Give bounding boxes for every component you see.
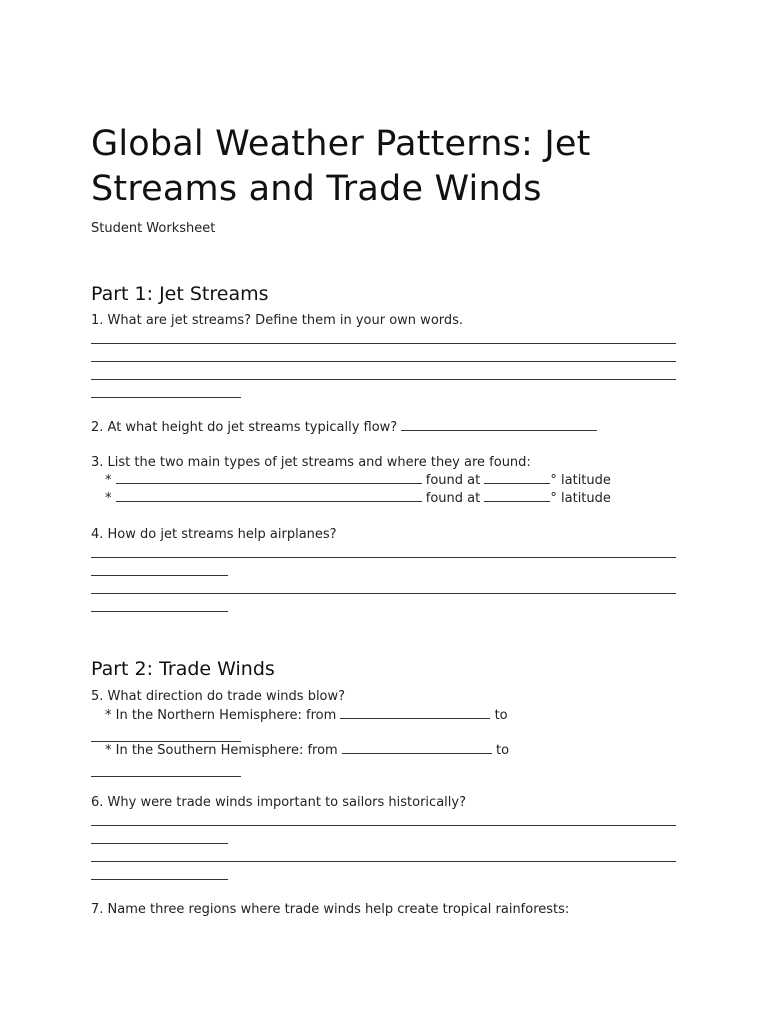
question-2-text: 2. At what height do jet streams typically flow?	[91, 420, 398, 435]
question-1: 1. What are jet streams? Define them in your own words.	[91, 313, 464, 328]
question-4: 4. How do jet streams help airplanes?	[91, 527, 337, 542]
q3-item-1	[105, 471, 611, 490]
q5-north-to: to	[494, 708, 508, 723]
part2-heading: Part 2: Trade Winds	[91, 658, 275, 680]
answer-blank-q3-type-2[interactable]	[116, 489, 422, 502]
answer-line-q1-a[interactable]	[91, 343, 676, 344]
q5-north	[105, 706, 508, 725]
answer-line-q4-d[interactable]	[91, 611, 228, 612]
answer-line-q1-c[interactable]	[91, 379, 676, 380]
part1-heading: Part 1: Jet Streams	[91, 283, 269, 305]
answer-blank-q3-latitude-2[interactable]	[484, 489, 550, 502]
answer-blank-q5-south-from[interactable]	[342, 741, 492, 754]
answer-blank-q5-south-to[interactable]	[91, 776, 241, 777]
answer-line-q4-b[interactable]	[91, 575, 228, 576]
q3-found-at-2: found at	[425, 491, 481, 506]
q3-bullet-1: *	[105, 473, 112, 488]
q3-bullet-2: *	[105, 491, 112, 506]
question-5: 5. What direction do trade winds blow?	[91, 689, 346, 704]
answer-line-q6-b[interactable]	[91, 843, 228, 844]
q3-latitude-2: ° latitude	[550, 491, 611, 506]
q3-item-2	[105, 489, 611, 508]
answer-line-q6-c[interactable]	[91, 861, 676, 862]
q5-south-label: * In the Southern Hemisphere: from	[105, 743, 338, 758]
q5-south	[105, 741, 509, 760]
answer-line-q1-d[interactable]	[91, 397, 241, 398]
q3-found-at-1: found at	[425, 473, 481, 488]
answer-line-q4-c[interactable]	[91, 593, 676, 594]
q5-north-label: * In the Northern Hemisphere: from	[105, 708, 337, 723]
answer-line-q4-a[interactable]	[91, 557, 676, 558]
q3-latitude-1: ° latitude	[550, 473, 611, 488]
answer-blank-q2[interactable]	[401, 418, 597, 431]
answer-blank-q3-latitude-1[interactable]	[484, 471, 550, 484]
question-2	[91, 418, 597, 437]
worksheet-subtitle: Student Worksheet	[91, 221, 216, 236]
answer-line-q6-a[interactable]	[91, 825, 676, 826]
question-3: 3. List the two main types of jet streams and where they are found:	[91, 455, 531, 470]
answer-blank-q5-north-from[interactable]	[340, 706, 490, 719]
q5-south-to: to	[496, 743, 510, 758]
worksheet-title: Global Weather Patterns: Jet Streams and Trade Winds	[91, 124, 591, 209]
question-7: 7. Name three regions where trade winds help create tropical rainforests:	[91, 902, 570, 917]
answer-blank-q3-type-1[interactable]	[116, 471, 422, 484]
question-6: 6. Why were trade winds important to sailors historically?	[91, 795, 466, 810]
answer-line-q1-b[interactable]	[91, 361, 676, 362]
answer-line-q6-d[interactable]	[91, 879, 228, 880]
